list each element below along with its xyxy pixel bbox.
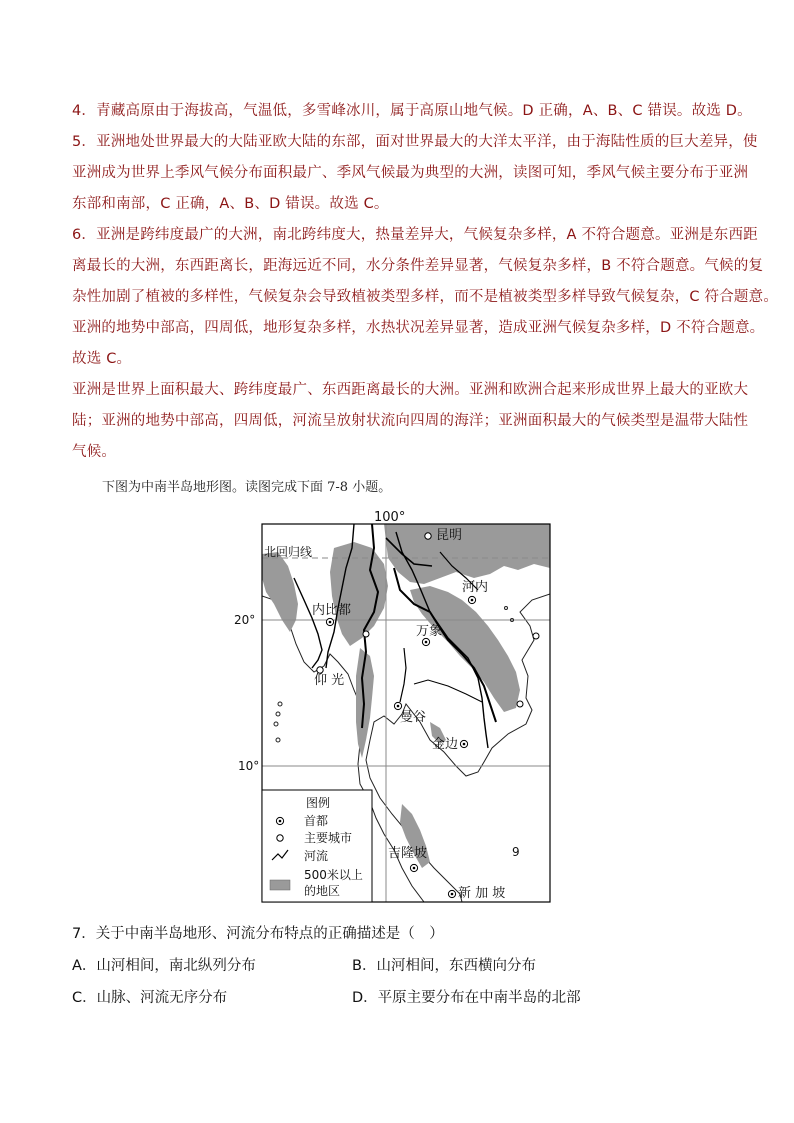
capital-dot — [451, 893, 454, 896]
answer-line: 亚洲的地势中部高，四周低，地形复杂多样，水热状况差异显著，造成亚洲气候复杂多样，D 不符合题意。 — [72, 320, 765, 336]
city-label: 内比都 — [312, 603, 352, 618]
answer-line: 离最长的大洲，东西距离长，距海远近不同，水分条件差异显著，气候复杂多样，B 不符合题意。气候的复 — [72, 258, 764, 274]
city-label: 新 加 坡 — [458, 886, 506, 901]
capital-dot — [463, 743, 466, 746]
major-city-icon — [533, 633, 539, 639]
answer-line: 亚洲成为世界上季风气候分布面积最广、季风气候最为典型的大洲，读图可知，季风气候主要分布于亚洲 — [72, 165, 749, 181]
stray-mark: 9 — [512, 845, 520, 859]
legend-highland-1: 500米以上 — [304, 868, 363, 882]
map-intro: 下图为中南半岛地形图。读图完成下面 7-8 小题。 — [102, 480, 392, 495]
summary-line: 气候。 — [72, 444, 117, 460]
city-label: 河内 — [462, 580, 489, 595]
legend-major-city: 主要城市 — [304, 831, 353, 845]
indochina-map — [234, 508, 564, 904]
summary-line: 亚洲是世界上面积最大、跨纬度最广、东西距离最长的大洲。亚洲和欧洲合起来形成世界上最大的亚欧大 — [72, 382, 749, 398]
major-city-icon — [517, 701, 523, 707]
answer-5 — [72, 127, 758, 220]
capital-dot — [329, 621, 332, 624]
option-c[interactable]: C．山脉、河流无序分布 — [72, 990, 228, 1006]
answer-4 — [72, 96, 752, 127]
capital-dot — [413, 867, 416, 870]
city-label: 金边 — [432, 737, 459, 752]
answer-6 — [72, 220, 779, 375]
capital-dot — [279, 820, 282, 823]
map-legend — [262, 790, 372, 902]
legend-river: 河流 — [304, 849, 329, 863]
major-city-icon — [425, 533, 431, 539]
major-city-icon — [363, 631, 369, 637]
answer-line: 东部和南部，C 正确，A、B、D 错误。故选 C。 — [72, 196, 389, 212]
highland-swatch-icon — [270, 880, 290, 890]
capital-dot — [471, 599, 474, 602]
city-label: 仰 光 — [314, 673, 345, 688]
option-a[interactable]: A．山河相间，南北纵列分布 — [72, 958, 256, 974]
legend-title: 图例 — [306, 796, 331, 810]
legend-capital: 首都 — [304, 814, 329, 828]
longitude-label: 100° — [374, 510, 406, 525]
answer-line: 故选 C。 — [72, 351, 132, 367]
capital-dot — [425, 641, 428, 644]
option-d[interactable]: D．平原主要分布在中南半岛的北部 — [352, 990, 581, 1006]
map-svg — [234, 508, 564, 904]
city-label: 万象 — [416, 624, 443, 639]
legend-highland-2: 的地区 — [304, 884, 341, 898]
lat10-label: 10° — [238, 759, 260, 773]
answer-line: 4．青藏高原由于海拔高，气温低，多雪峰冰川，属于高原山地气候。D 正确，A、B、C 错误。故选 D。 — [72, 103, 752, 119]
summary-line: 陆；亚洲的地势中部高，四周低，河流呈放射状流向四周的海洋；亚洲面积最大的气候类型是温带大陆性 — [72, 413, 749, 429]
question-7-stem: 7．关于中南半岛地形、河流分布特点的正确描述是（ ） — [72, 926, 444, 942]
city-label: 昆明 — [436, 528, 463, 543]
tropic-label: 北回归线 — [264, 545, 313, 559]
knowledge-summary — [72, 375, 749, 468]
lat20-label: 20° — [234, 613, 256, 627]
major-city-icon — [277, 835, 283, 841]
answer-line: 5．亚洲地处世界最大的大陆亚欧大陆的东部，面对世界最大的大洋太平洋，由于海陆性质的巨大差异，使 — [72, 134, 758, 150]
city-label: 曼谷 — [400, 710, 427, 725]
option-b[interactable]: B．山河相间，东西横向分布 — [352, 958, 536, 974]
answer-line: 6．亚洲是跨纬度最广的大洲，南北跨纬度大，热量差异大，气候复杂多样，A 不符合题意。亚洲是东西距 — [72, 227, 758, 243]
city-label: 吉隆坡 — [388, 846, 428, 861]
capital-dot — [397, 705, 400, 708]
answer-line: 杂性加剧了植被的多样性，气候复杂会导致植被类型多样，而不是植被类型多样导致气候复杂，C 符合题意。 — [72, 289, 779, 305]
